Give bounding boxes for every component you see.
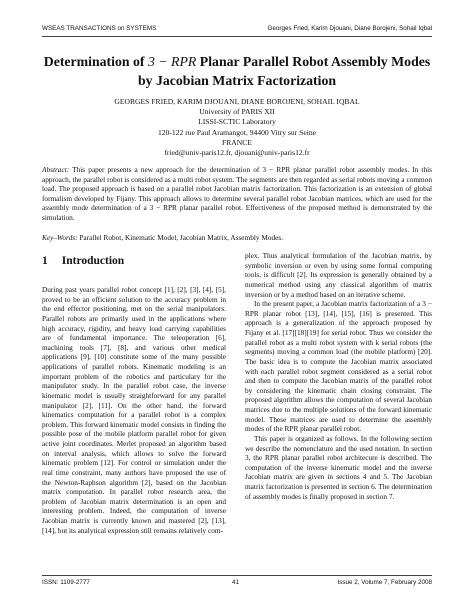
keywords-text: Parallel Robot, Kinematic Model, Jacobian Matrix, Assembly Modes. — [79, 233, 284, 242]
right-column — [245, 251, 432, 501]
keywords-label: Key–Words: — [42, 233, 78, 242]
footer-rule — [42, 575, 432, 576]
paragraph: In the present paper, a Jacobian matrix factorization of a 3 − RPR planar robot [13], [14], [15], [16] is presented. This approach is a generalization of the approach proposed by Fijany et al. [17][18][19] for serial robot. Thus we consider the parallel robot as a multi robot system with k serial robots (the segments) moving a common load (the mobile platform) [20]. The basic idea is to compute the Jacobian matrix associated with each parallel robot segment considered as a serial robot and then to compute the Jacobian matrix of the parallel robot by considering the kinematic chain closing constraint. The proposed algorithm allows the computation of several Jacobian matrices due to the multiple solutions of the forward kinematic model. These matrices are used to determine the assembly modes of the RPR planar parallel robot. — [245, 299, 432, 434]
running-footer — [42, 579, 432, 591]
page-number: 41 — [232, 579, 240, 586]
section-heading — [42, 255, 138, 267]
section-title: Introduction — [61, 255, 125, 267]
abstract-label: Abstract: — [42, 165, 70, 174]
author-block — [42, 97, 432, 158]
paper-title: Determination of 3 − RPR Planar Parallel Robot Assembly Modes by Jacobian Matrix Factorization — [43, 54, 431, 88]
issue-info: Issue 2, Volume 7, February 2008 — [337, 579, 432, 586]
section-number: 1 — [42, 255, 48, 267]
abstract — [42, 165, 432, 223]
affiliation-university: University of PARIS XII — [199, 107, 275, 117]
author-names: GEORGES FRIED, KARIM DJOUANI, DIANE BOROJENI, SOHAIL IQBAL — [114, 97, 360, 106]
affiliation-address: 120-122 rue Paul Aramangot, 94400 Vitry sur Seine — [157, 127, 316, 137]
journal-name: WSEAS TRANSACTIONS on SYSTEMS — [42, 25, 157, 32]
paragraph: This paper is organized as follows. In the following section we describe the nomenclature and the used notation. In section 3, the RPR planar parallel robot architecure is described. The computation of the inverse kinematic model and the inverse Jacobian matrix are given in sections 4 and 5. The Jacobian matrix factorization is presented in section 6. The determination of assembly modes is finally proposed in section 7. — [245, 433, 432, 501]
header-rule — [42, 36, 432, 37]
keywords — [42, 233, 432, 242]
paragraph: During past years parallel robot concept [1], [2], [3], [4], [5], proved to be an efficient solution to the accuracy problem in the end effector positioning, met on the serial manipulators. Parallel robots are primarily used in the applications where high accuracy, rigidity, and heavy load carrying capabilities are of fundamental importance. The teleoperation [6], machining tools [7], [8], and various other medical applications [9], [10] constitute some of the many possible applications of parallel robots. Kinematic modeling is an important problem of the robotics and particulary for the manipulator study. In the parallel robot case, the inverse kinematic model is usually straightforward for any parallel manipulator [2], [11]. On the other hand, the forward kinematics computation for a parallel robot is a complex problem. This forward kinematic model consists in finding the possible pose of the mobile platform parallel robot for given active joint coordinates. Merlet proposed an algorithm based on interval analysis, which allows to solve the forward kinematic problem [12]. For control or simulation under the real time constraint, many authors have proposed the use of the Newton-Raphson algorithm [2], based on the Jacobian matrix computation. In parallel robot research area, the problem of Jacobian matrix determination is an open and interesting problem. Indeed, the computation of inverse Jacobian matrix is currently known and mastered [2], [13], [14], but its analytical expression still remains relatively com- — [42, 285, 226, 535]
abstract-text: This paper presents a new approach for the determination of 3 − RPR planar parallel robot assembly modes. In this approach, the parallel robot is considered as a multi robot system. The segments are then regarded as serial robots moving a common load. The proposed approach is based on a parallel robot Jacobian matrix factorization. This factorization is an extension of global formalism developed by Fijany. This approach allows to determine several parallel robot Jacobian matrices, which are used for the assembly mode determination of a 3 − RPR planar parallel robot. Effectiveness of the proposed method is demonstrated by the simulation. — [42, 165, 432, 222]
issn: ISSN: 1109-2777 — [42, 579, 90, 586]
author-emails: fried@univ-paris12.fr, djouani@univ-paris12.fr — [164, 148, 310, 158]
header-authors: Georges Fried, Karim Djouani, Diane Borojeni, Sohail Iqbal — [267, 25, 432, 32]
left-column — [42, 285, 226, 535]
affiliation-country: FRANCE — [222, 137, 252, 147]
affiliation-lab: LISSI-SCTIC Laboratory — [198, 117, 276, 127]
paragraph: plex. Thus analytical formulation of the Jacobian matrix, by symbolic inversion or even by using some formal computing tools, is difficult [2]. Its expression is generally obtained by a numerical method using any classical algorithm of matrix inversion or by a method based on an iterative scheme. — [245, 251, 432, 299]
